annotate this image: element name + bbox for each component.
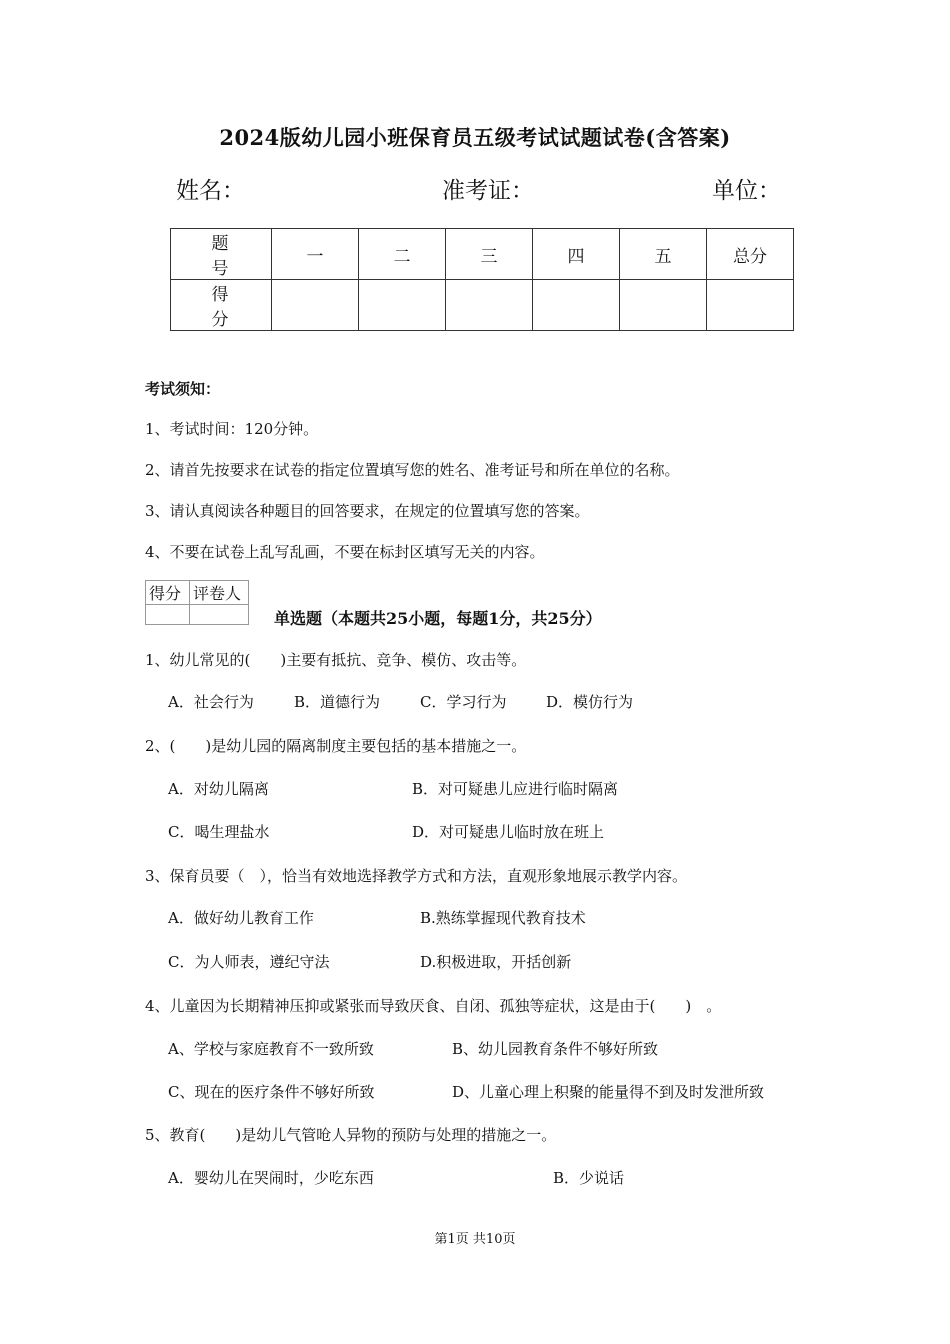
option: C、现在的医疗条件不够好所致 (168, 1083, 375, 1101)
section-title: 单选题（本题共25小题，每题1分，共25分） (274, 609, 602, 628)
page-footer: 第1页 共10页 (434, 1232, 516, 1247)
unit-label: 单位： (712, 178, 781, 204)
option: D.积极进取，开括创新 (420, 953, 572, 971)
option: B、幼儿园教育条件不够好所致 (452, 1040, 659, 1058)
section-1-header: 一 (272, 229, 359, 280)
option: A．社会行为 (168, 693, 254, 711)
notice-title: 考试须知： (145, 380, 221, 398)
score-label: 得 分 (171, 280, 272, 331)
option: C．学习行为 (420, 693, 507, 711)
grader-score-label: 得分 (146, 581, 190, 605)
question-stem: 3、保育员要（ ），恰当有效地选择教学方式和方法，直观形象地展示教学内容。 (145, 867, 688, 885)
grader-reviewer-label: 评卷人 (190, 581, 249, 605)
score-cell[interactable] (359, 280, 446, 331)
exam-number-label: 准考证： (442, 178, 534, 204)
option: B.熟练掌握现代教育技术 (420, 909, 586, 927)
option: A、学校与家庭教育不一致所致 (168, 1040, 374, 1058)
option: D．模仿行为 (546, 693, 634, 711)
notice-item: 3、请认真阅读各种题目的回答要求，在规定的位置填写您的答案。 (145, 502, 590, 520)
question-stem: 4、儿童因为长期精神压抑或紧张而导致厌食、自闭、孤独等症状，这是由于( ) 。 (145, 997, 722, 1015)
section-2-header: 二 (359, 229, 446, 280)
section-3-header: 三 (446, 229, 533, 280)
name-label: 姓名： (176, 178, 245, 204)
grader-reviewer-cell[interactable] (190, 605, 249, 625)
grader-score-cell[interactable] (146, 605, 190, 625)
question-stem: 2、( )是幼儿园的隔离制度主要包括的基本措施之一。 (145, 737, 527, 755)
option: D．对可疑患儿临时放在班上 (412, 823, 605, 841)
option: B．道德行为 (294, 693, 381, 711)
question-stem: 5、教育( )是幼儿气管呛人异物的预防与处理的措施之一。 (145, 1126, 557, 1144)
question-stem: 1、幼儿常见的( )主要有抵抗、竞争、模仿、攻击等。 (145, 651, 527, 669)
question-number-label: 题 号 (171, 229, 272, 280)
option: C．喝生理盐水 (168, 823, 270, 841)
notice-item: 1、考试时间：120分钟。 (145, 420, 319, 438)
score-cell[interactable] (446, 280, 533, 331)
option: D、儿童心理上积聚的能量得不到及时发泄所致 (452, 1083, 765, 1101)
option: A．婴幼儿在哭闹时，少吃东西 (168, 1169, 374, 1187)
option: B．少说话 (553, 1169, 625, 1187)
score-table-header-row (171, 229, 794, 280)
page-title: 2024版幼儿园小班保育员五级考试试题试卷(含答案) (219, 125, 731, 150)
option: A．对幼儿隔离 (168, 780, 269, 798)
score-cell[interactable] (272, 280, 359, 331)
section-5-header: 五 (620, 229, 707, 280)
score-table (170, 228, 794, 331)
score-cell[interactable] (707, 280, 794, 331)
option: A．做好幼儿教育工作 (168, 909, 314, 927)
notice-item: 2、请首先按要求在试卷的指定位置填写您的姓名、准考证号和所在单位的名称。 (145, 461, 680, 479)
score-table-score-row (171, 280, 794, 331)
notice-item: 4、不要在试卷上乱写乱画，不要在标封区填写无关的内容。 (145, 543, 545, 561)
grader-box (145, 580, 249, 625)
score-cell[interactable] (533, 280, 620, 331)
total-header: 总分 (707, 229, 794, 280)
option: B．对可疑患儿应进行临时隔离 (412, 780, 619, 798)
section-4-header: 四 (533, 229, 620, 280)
option: C．为人师表，遵纪守法 (168, 953, 330, 971)
score-cell[interactable] (620, 280, 707, 331)
